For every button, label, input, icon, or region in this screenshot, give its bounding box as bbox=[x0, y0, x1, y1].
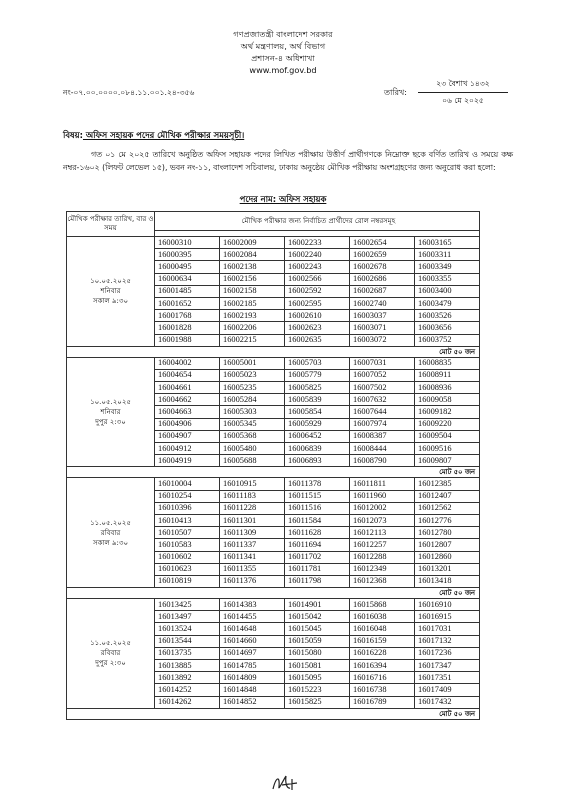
roll-number-cell: 16014383 bbox=[220, 599, 285, 611]
roll-number-cell: 16005480 bbox=[220, 443, 285, 455]
roll-number-cell: 16011301 bbox=[220, 514, 285, 526]
roll-number-cell: 16009516 bbox=[415, 443, 480, 455]
subject-line bbox=[63, 129, 244, 143]
roll-number-cell: 16011702 bbox=[285, 551, 350, 563]
roll-number-cell: 16005345 bbox=[220, 418, 285, 430]
roll-number-cell: 16003311 bbox=[415, 249, 480, 261]
table-row bbox=[67, 478, 480, 490]
roll-number-cell: 16009220 bbox=[415, 418, 480, 430]
roll-number-cell: 16010413 bbox=[155, 514, 220, 526]
roll-number-cell: 16017409 bbox=[415, 684, 480, 696]
roll-number-cell: 16013425 bbox=[155, 599, 220, 611]
roll-number-cell: 16009058 bbox=[415, 394, 480, 406]
roll-number-cell: 16015059 bbox=[285, 635, 350, 647]
roll-number-cell: 16006452 bbox=[285, 430, 350, 442]
roll-number-cell: 16002233 bbox=[285, 237, 350, 249]
roll-number-cell: 16013892 bbox=[155, 672, 220, 684]
column-header-rolls: মৌখিক পরীক্ষার জন্য নির্বাচিত প্রার্থীদের রোল নম্বরসমূহ bbox=[155, 212, 480, 231]
roll-number-cell: 16008444 bbox=[350, 443, 415, 455]
roll-number-cell: 16002215 bbox=[220, 334, 285, 346]
roll-number-cell: 16000634 bbox=[155, 273, 220, 285]
roll-number-cell: 16002678 bbox=[350, 261, 415, 273]
roll-number-cell: 16002138 bbox=[220, 261, 285, 273]
roll-number-cell: 16000310 bbox=[155, 237, 220, 249]
roll-number-cell: 16014697 bbox=[220, 647, 285, 659]
government-name: গণপ্রজাতন্ত্রী বাংলাদেশ সরকার bbox=[233, 29, 333, 39]
office-header bbox=[0, 28, 566, 76]
roll-number-cell: 16008835 bbox=[415, 357, 480, 369]
roll-number-cell: 16011628 bbox=[285, 527, 350, 539]
roll-number-cell: 16015825 bbox=[285, 696, 350, 708]
roll-number-cell: 16008387 bbox=[350, 430, 415, 442]
roll-number-cell: 16001828 bbox=[155, 322, 220, 334]
roll-number-cell: 16017031 bbox=[415, 623, 480, 635]
roll-number-cell: 16010602 bbox=[155, 551, 220, 563]
roll-number-cell: 16010004 bbox=[155, 478, 220, 490]
roll-number-cell: 16011341 bbox=[220, 551, 285, 563]
roll-number-cell: 16002206 bbox=[220, 322, 285, 334]
roll-number-cell: 16014660 bbox=[220, 635, 285, 647]
roll-number-cell: 16014262 bbox=[155, 696, 220, 708]
website-link[interactable]: www.mof.gov.bd bbox=[249, 65, 317, 75]
roll-number-cell: 16012776 bbox=[415, 514, 480, 526]
roll-number-cell: 16014852 bbox=[220, 696, 285, 708]
session-date: ১১.০৫.২০২৫ bbox=[90, 518, 131, 527]
roll-number-cell: 16015223 bbox=[285, 684, 350, 696]
column-header-date: মৌখিক পরীক্ষার তারিখ, বার ও সময় bbox=[67, 212, 155, 237]
session-day: শনিবার bbox=[100, 408, 121, 417]
subject-text: অফিস সহায়ক পদের মৌখিক পরীক্ষার সময়সূচী। bbox=[82, 130, 245, 140]
roll-number-cell: 16011516 bbox=[285, 502, 350, 514]
roll-number-cell: 16008936 bbox=[415, 382, 480, 394]
roll-number-cell: 16011309 bbox=[220, 527, 285, 539]
date-bengali-calendar: ২৩ বৈশাখ ১৪৩২ bbox=[418, 78, 508, 93]
roll-number-cell: 16014901 bbox=[285, 599, 350, 611]
roll-number-cell: 16017132 bbox=[415, 635, 480, 647]
roll-number-cell: 16017347 bbox=[415, 660, 480, 672]
roll-number-cell: 16003752 bbox=[415, 334, 480, 346]
roll-number-cell: 16012257 bbox=[350, 539, 415, 551]
roll-number-cell: 16003400 bbox=[415, 285, 480, 297]
roll-number-cell: 16002687 bbox=[350, 285, 415, 297]
roll-number-cell: 16011584 bbox=[285, 514, 350, 526]
roll-number-cell: 16003656 bbox=[415, 322, 480, 334]
roll-number-cell: 16002595 bbox=[285, 297, 350, 309]
roll-number-cell: 16005368 bbox=[220, 430, 285, 442]
roll-number-cell: 16005688 bbox=[220, 455, 285, 467]
roll-number-cell: 16017236 bbox=[415, 647, 480, 659]
roll-number-cell: 16005284 bbox=[220, 394, 285, 406]
roll-number-cell: 16011811 bbox=[350, 478, 415, 490]
roll-number-cell: 16017351 bbox=[415, 672, 480, 684]
roll-number-cell: 16002740 bbox=[350, 297, 415, 309]
roll-number-cell: 16002193 bbox=[220, 310, 285, 322]
roll-number-cell: 16002566 bbox=[285, 273, 350, 285]
roll-number-cell: 16001768 bbox=[155, 310, 220, 322]
date-block bbox=[418, 78, 508, 108]
roll-number-cell: 16008790 bbox=[350, 455, 415, 467]
roll-number-cell: 16011694 bbox=[285, 539, 350, 551]
roll-number-cell: 16016228 bbox=[350, 647, 415, 659]
roll-number-cell: 16013524 bbox=[155, 623, 220, 635]
roll-number-cell: 16004661 bbox=[155, 382, 220, 394]
roll-number-cell: 16012368 bbox=[350, 575, 415, 587]
date-gregorian: ০৬ মে ২০২৫ bbox=[442, 96, 484, 105]
roll-number-cell: 16012407 bbox=[415, 490, 480, 502]
roll-number-cell: 16002623 bbox=[285, 322, 350, 334]
roll-number-cell: 16002659 bbox=[350, 249, 415, 261]
roll-number-cell: 16005001 bbox=[220, 357, 285, 369]
roll-number-cell: 16012288 bbox=[350, 551, 415, 563]
session-cell bbox=[67, 599, 155, 709]
roll-number-cell: 16008911 bbox=[415, 369, 480, 381]
roll-number-cell: 16012807 bbox=[415, 539, 480, 551]
table-row bbox=[67, 599, 480, 611]
subject-label: বিষয়: bbox=[63, 130, 83, 140]
roll-number-cell: 16000495 bbox=[155, 261, 220, 273]
roll-number-cell: 16016915 bbox=[415, 611, 480, 623]
roll-number-cell: 16011781 bbox=[285, 563, 350, 575]
session-day: রবিবার bbox=[100, 649, 121, 658]
roll-number-cell: 16007644 bbox=[350, 406, 415, 418]
roll-number-cell: 16014455 bbox=[220, 611, 285, 623]
roll-number-cell: 16012385 bbox=[415, 478, 480, 490]
roll-number-cell: 16001652 bbox=[155, 297, 220, 309]
body-paragraph: গত ০১ মে ২০২৫ তারিখে অনুষ্ঠিত অফিস সহায়ক পদের লিখিত পরীক্ষায় উত্তীর্ণ প্রার্থীগণকে নিম্নোক্ত ছকে বর্ণিত তারিখ ও সময়ে কক্ষ নম্বর-১৬০২ (লিফট লেভেল ১৫), ভবন নং-১১, বাংলাদেশ সচিবালয়, ঢাকায় অনুষ্ঠেয় মৌখিক পরীক্ষায় অংশগ্রহণের জন্য অনুরোধ করা হলো: bbox=[63, 150, 513, 172]
roll-number-cell: 16011378 bbox=[285, 478, 350, 490]
roll-number-cell: 16010623 bbox=[155, 563, 220, 575]
session-cell bbox=[67, 237, 155, 347]
roll-number-cell: 16004662 bbox=[155, 394, 220, 406]
roll-number-cell: 16009807 bbox=[415, 455, 480, 467]
schedule-body bbox=[67, 237, 480, 720]
roll-number-cell: 16014809 bbox=[220, 672, 285, 684]
roll-number-cell: 16005703 bbox=[285, 357, 350, 369]
roll-number-cell: 16016159 bbox=[350, 635, 415, 647]
roll-number-cell: 16003355 bbox=[415, 273, 480, 285]
roll-number-cell: 16016716 bbox=[350, 672, 415, 684]
roll-number-cell: 16010396 bbox=[155, 502, 220, 514]
roll-number-cell: 16015045 bbox=[285, 623, 350, 635]
roll-number-cell: 16012860 bbox=[415, 551, 480, 563]
roll-number-cell: 16007632 bbox=[350, 394, 415, 406]
session-total: মোট ৫০ জন bbox=[67, 467, 480, 478]
roll-number-cell: 16002158 bbox=[220, 285, 285, 297]
roll-number-cell: 16002635 bbox=[285, 334, 350, 346]
roll-number-cell: 16004654 bbox=[155, 369, 220, 381]
session-total: মোট ৫০ জন bbox=[67, 588, 480, 599]
table-row bbox=[67, 237, 480, 249]
session-day: রবিবার bbox=[100, 528, 121, 537]
roll-number-cell: 16002084 bbox=[220, 249, 285, 261]
roll-number-cell: 16005854 bbox=[285, 406, 350, 418]
roll-number-cell: 16013418 bbox=[415, 575, 480, 587]
roll-number-cell: 16003071 bbox=[350, 322, 415, 334]
roll-number-cell: 16005825 bbox=[285, 382, 350, 394]
roll-number-cell: 16010819 bbox=[155, 575, 220, 587]
roll-number-cell: 16011228 bbox=[220, 502, 285, 514]
roll-number-cell: 16013497 bbox=[155, 611, 220, 623]
roll-number-cell: 16013544 bbox=[155, 635, 220, 647]
session-time: দুপুর ২:৩০ bbox=[95, 418, 126, 427]
roll-number-cell: 16002240 bbox=[285, 249, 350, 261]
roll-number-cell: 16001988 bbox=[155, 334, 220, 346]
roll-number-cell: 16010583 bbox=[155, 539, 220, 551]
roll-number-cell: 16004907 bbox=[155, 430, 220, 442]
roll-number-cell: 16015868 bbox=[350, 599, 415, 611]
roll-number-cell: 16011515 bbox=[285, 490, 350, 502]
roll-number-cell: 16016394 bbox=[350, 660, 415, 672]
roll-number-cell: 16005779 bbox=[285, 369, 350, 381]
roll-number-cell: 16003072 bbox=[350, 334, 415, 346]
roll-number-cell: 16007974 bbox=[350, 418, 415, 430]
roll-number-cell: 16005303 bbox=[220, 406, 285, 418]
roll-number-cell: 16017432 bbox=[415, 696, 480, 708]
roll-number-cell: 16016738 bbox=[350, 684, 415, 696]
roll-number-cell: 16005839 bbox=[285, 394, 350, 406]
ministry-name: অর্থ মন্ত্রণালয়, অর্থ বিভাগ bbox=[240, 41, 326, 51]
roll-number-cell: 16006839 bbox=[285, 443, 350, 455]
session-cell bbox=[67, 357, 155, 467]
roll-number-cell: 16011355 bbox=[220, 563, 285, 575]
roll-number-cell: 16003479 bbox=[415, 297, 480, 309]
roll-number-cell: 16011183 bbox=[220, 490, 285, 502]
roll-number-cell: 16002185 bbox=[220, 297, 285, 309]
roll-number-cell: 16004919 bbox=[155, 455, 220, 467]
roll-number-cell: 16012113 bbox=[350, 527, 415, 539]
roll-number-cell: 16007031 bbox=[350, 357, 415, 369]
session-date: ১১.০৫.২০২৫ bbox=[90, 639, 131, 648]
roll-number-cell: 16009182 bbox=[415, 406, 480, 418]
roll-number-cell: 16010915 bbox=[220, 478, 285, 490]
roll-number-cell: 16004912 bbox=[155, 443, 220, 455]
session-total: মোট ৫০ জন bbox=[67, 708, 480, 719]
roll-number-cell: 16002654 bbox=[350, 237, 415, 249]
roll-number-cell: 16014785 bbox=[220, 660, 285, 672]
roll-number-cell: 16006893 bbox=[285, 455, 350, 467]
roll-number-cell: 16011960 bbox=[350, 490, 415, 502]
roll-number-cell: 16002592 bbox=[285, 285, 350, 297]
roll-number-cell: 16016048 bbox=[350, 623, 415, 635]
roll-number-cell: 16005929 bbox=[285, 418, 350, 430]
roll-number-cell: 16005023 bbox=[220, 369, 285, 381]
roll-number-cell: 16002243 bbox=[285, 261, 350, 273]
session-date: ১০.০৫.২০২৫ bbox=[90, 398, 131, 407]
roll-number-cell: 16012073 bbox=[350, 514, 415, 526]
session-cell bbox=[67, 478, 155, 588]
roll-number-cell: 16002009 bbox=[220, 237, 285, 249]
roll-number-cell: 16002156 bbox=[220, 273, 285, 285]
roll-number-cell: 16013735 bbox=[155, 647, 220, 659]
total-row bbox=[67, 467, 480, 478]
roll-number-cell: 16011798 bbox=[285, 575, 350, 587]
roll-number-cell: 16014848 bbox=[220, 684, 285, 696]
roll-number-cell: 16002686 bbox=[350, 273, 415, 285]
roll-number-cell: 16007502 bbox=[350, 382, 415, 394]
session-total: মোট ৫০ জন bbox=[67, 346, 480, 357]
session-time: সকাল ৯:৩০ bbox=[93, 538, 128, 547]
roll-number-cell: 16005235 bbox=[220, 382, 285, 394]
session-time: দুপুর ২:৩০ bbox=[95, 659, 126, 668]
roll-number-cell: 16001485 bbox=[155, 285, 220, 297]
roll-number-cell: 16003037 bbox=[350, 310, 415, 322]
roll-number-cell: 16012562 bbox=[415, 502, 480, 514]
roll-number-cell: 16009504 bbox=[415, 430, 480, 442]
memo-number: নং-০৭.০০.০০০০.০৮৪.১১.০০১.২৪-৩৫৬ bbox=[63, 88, 195, 97]
total-row bbox=[67, 346, 480, 357]
roll-number-cell: 16004906 bbox=[155, 418, 220, 430]
roll-number-cell: 16016789 bbox=[350, 696, 415, 708]
roll-number-cell: 16013201 bbox=[415, 563, 480, 575]
roll-number-cell: 16007052 bbox=[350, 369, 415, 381]
total-row bbox=[67, 588, 480, 599]
roll-number-cell: 16012349 bbox=[350, 563, 415, 575]
roll-number-cell: 16013885 bbox=[155, 660, 220, 672]
session-date: ১০.০৫.২০২৫ bbox=[90, 277, 131, 286]
roll-number-cell: 16015042 bbox=[285, 611, 350, 623]
schedule-table bbox=[66, 211, 480, 720]
signature-icon bbox=[270, 773, 300, 793]
branch-name: প্রশাসন-৪ অধিশাখা bbox=[251, 53, 315, 63]
roll-number-cell: 16010254 bbox=[155, 490, 220, 502]
roll-number-cell: 16004002 bbox=[155, 357, 220, 369]
roll-number-cell: 16000395 bbox=[155, 249, 220, 261]
roll-number-cell: 16015080 bbox=[285, 647, 350, 659]
post-title: পদের নাম: অফিস সহায়ক bbox=[239, 194, 327, 204]
roll-number-cell: 16011337 bbox=[220, 539, 285, 551]
session-day: শনিবার bbox=[100, 287, 121, 296]
session-time: সকাল ৯:৩০ bbox=[93, 297, 128, 306]
roll-number-cell: 16012780 bbox=[415, 527, 480, 539]
roll-number-cell: 16014648 bbox=[220, 623, 285, 635]
roll-number-cell: 16010507 bbox=[155, 527, 220, 539]
roll-number-cell: 16012002 bbox=[350, 502, 415, 514]
roll-number-cell: 16003349 bbox=[415, 261, 480, 273]
roll-number-cell: 16015081 bbox=[285, 660, 350, 672]
roll-number-cell: 16015095 bbox=[285, 672, 350, 684]
roll-number-cell: 16011376 bbox=[220, 575, 285, 587]
roll-number-cell: 16003165 bbox=[415, 237, 480, 249]
date-label: তারিখ: bbox=[384, 88, 407, 97]
roll-number-cell: 16014252 bbox=[155, 684, 220, 696]
roll-number-cell: 16004663 bbox=[155, 406, 220, 418]
roll-number-cell: 16016038 bbox=[350, 611, 415, 623]
table-row bbox=[67, 357, 480, 369]
roll-number-cell: 16016910 bbox=[415, 599, 480, 611]
roll-number-cell: 16003526 bbox=[415, 310, 480, 322]
roll-number-cell: 16002610 bbox=[285, 310, 350, 322]
total-row bbox=[67, 708, 480, 719]
